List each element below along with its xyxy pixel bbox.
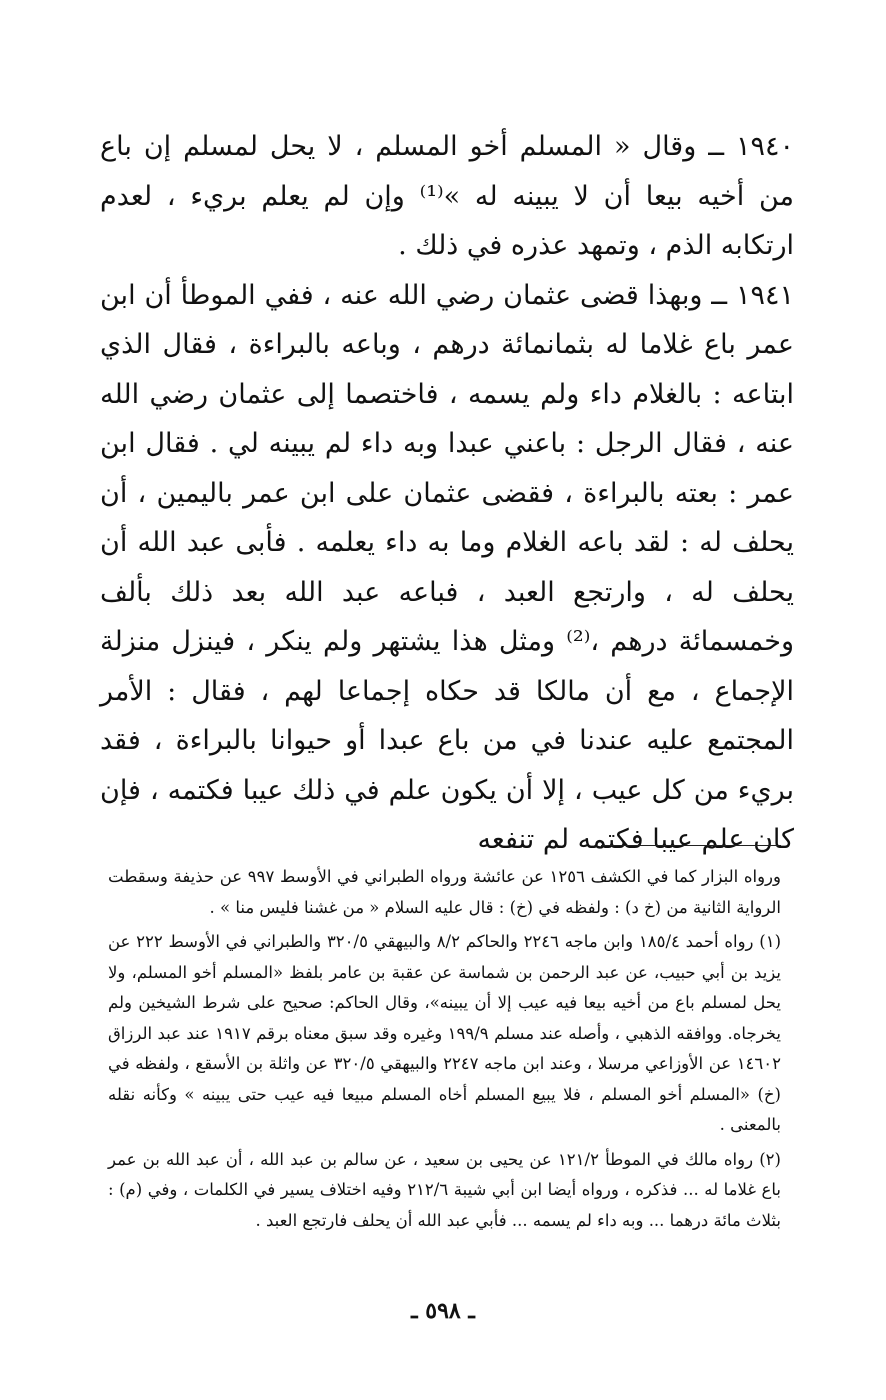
paragraph-1940: ١٩٤٠ ــ وقال « المسلم أخو المسلم ، لا يحل لمسلم إن باع من أخيه بيعا أن لا يبينه له »⁽¹⁾ وإن لم يعلم بريء ، لعدم ارتكابه الذم ، وتمهد عذره في ذلك . xyxy=(100,131,794,261)
footnote-2: (٢) رواه مالك في الموطأ ١٢١/٢ عن يحيى بن سعيد ، عن سالم بن عبد الله ، أن عبد الله بن عمر باع غلاما له ... فذكره ، ورواه أيضا ابن أبي شيبة ٢١٢/٦ وفيه اختلاف يسير في الكلمات ، وفي (م) : بثلاث مائة درهما ... وبه داء لم يسمه ... فأبي عبد الله أن يحلف فارتجع العبد . xyxy=(108,1149,781,1230)
footnote-divider xyxy=(601,845,781,846)
main-text xyxy=(100,122,794,865)
page-number: ـ ٥٩٨ ـ xyxy=(411,1298,475,1324)
footnotes xyxy=(108,862,781,1240)
footnote-continuation: ورواه البزار كما في الكشف ١٢٥٦ عن عائشة ورواه الطبراني في الأوسط ٩٩٧ عن حذيفة وسقطت الرواية الثانية من (خ د) : ولفظه في (خ) : قال عليه السلام « من غشنا فليس منا » . xyxy=(108,867,781,917)
footnote-1: (١) رواه أحمد ١٨٥/٤ وابن ماجه ٢٢٤٦ والحاكم ٨/٢ والبيهقي ٣٢٠/٥ والطبراني في الأوسط ٢٢٢ عن يزيد بن أبي حبيب، عن عبد الرحمن بن شماسة عن عقبة بن عامر بلفظ «المسلم أخو المسلم، ولا يحل لمسلم باع من أخيه بيعا فيه عيب إلا أن يبينه»، وقال الحاكم: صحيح على شرط الشيخين ولم يخرجاه. ووافقه الذهبي ، وأصله عند مسلم ١٩٩/٩ وغيره وقد سبق معناه برقم ١٩١٧ عند عبد الرزاق ١٤٦٠٢ عن الأوزاعي مرسلا ، وعند ابن ماجه ٢٢٤٧ والبيهقي ٣٢٠/٥ عن واثلة بن الأسقع ، ولفظه في (خ) «المسلم أخو المسلم ، فلا يبيع المسلم أخاه المسلم مبيعا فيه عيب حتى يبينه » وكأنه نقله بالمعنى . xyxy=(108,932,781,1134)
paragraph-1941: ١٩٤١ ــ وبهذا قضى عثمان رضي الله عنه ، ففي الموطأ أن ابن عمر باع غلاما له بثمانمائة درهم ، وباعه بالبراءة ، فقال الذي ابتاعه : بالغلام داء ولم يسمه ، فاختصما إلى عثمان رضي الله عنه ، فقال الرجل : باعني عبدا وبه داء لم يبينه لي . فقال ابن عمر : بعته بالبراءة ، فقضى عثمان على ابن عمر باليمين ، أن يحلف له : لقد باعه الغلام وما به داء يعلمه . فأبى عبد الله أن يحلف له ، وارتجع العبد ، فباعه عبد الله بعد ذلك بألف وخمسمائة درهم ،⁽²⁾ ومثل هذا يشتهر ولم ينكر ، فينزل منزلة الإجماع ، مع أن مالكا قد حكاه إجماعا لهم ، فقال : الأمر المجتمع عليه عندنا في من باع عبدا أو حيوانا بالبراءة ، فقد بريء من كل عيب ، إلا أن يكون علم في ذلك عيبا فكتمه ، فإن كان علم عيبا فكتمه لم تنفعه xyxy=(100,279,794,855)
